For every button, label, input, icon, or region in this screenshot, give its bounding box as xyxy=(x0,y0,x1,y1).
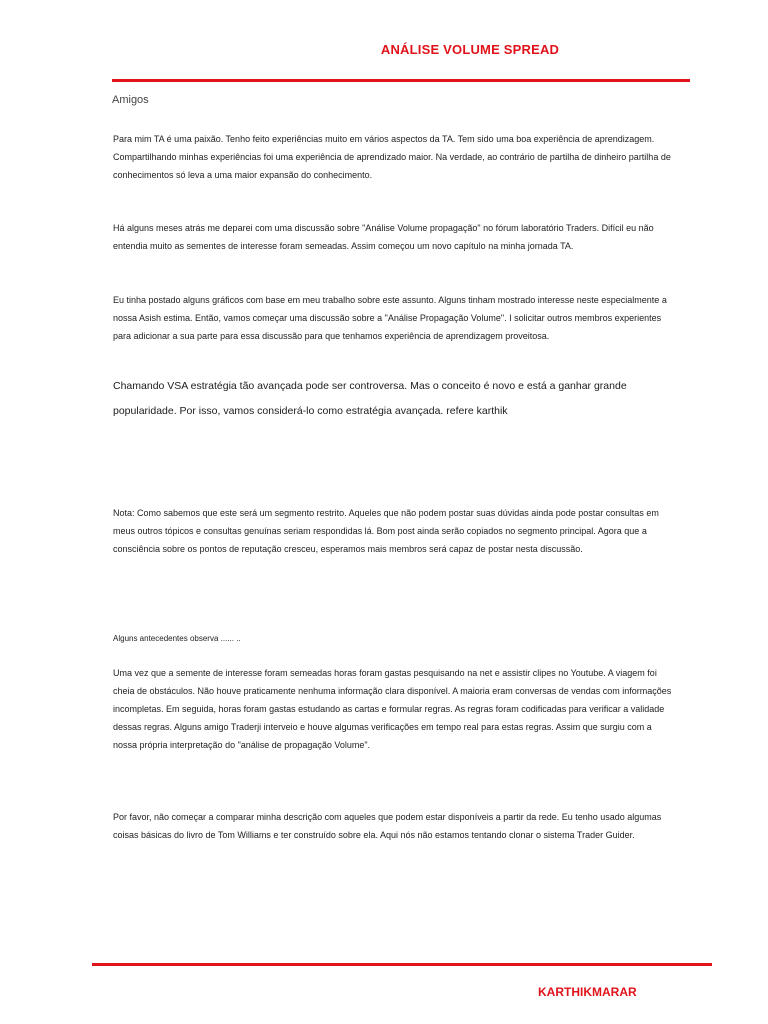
paragraph-8: Por favor, não começar a comparar minha descrição com aqueles que podem estar disponíveis a partir da rede. Eu tenho usado algumas coisas básicas do livro de Tom Williams e ter construído sobre ela. Aqui nós não estamos tentando clonar o sistema Trader Guider. xyxy=(113,812,662,840)
paragraph-3: Eu tinha postado alguns gráficos com base em meu trabalho sobre este assunto. Alguns tinham mostrado interesse neste especialmente a nossa Asish estima. Então, vamos começar uma discussão sobre a "Análise Propagação Volume". I solicitar outros membros experientes para adicionar a sua parte para essa discussão para que tenhamos experiência de aprendizagem proveitosa. xyxy=(113,295,667,341)
greeting: Amigos xyxy=(112,94,149,106)
paragraph-5: Nota: Como sabemos que este será um segmento restrito. Aqueles que não podem postar suas dúvidas ainda pode postar consultas em meus outros tópicos e consultas genuínas seriam respondidas lá. Bom post ainda serão copiados no segmento principal. Agora que a consciência sobre os pontos de reputação cresceu, esperamos mais membros será capaz de postar nesta discussão. xyxy=(113,508,659,554)
paragraph-7: Uma vez que a semente de interesse foram semeadas horas foram gastas pesquisando na net e assistir clipes no Youtube. A viagem foi cheia de obstáculos. Não houve praticamente nenhuma informação clara disponível. A maioria eram conversas de vendas com informações incompletas. Em seguida, horas foram gastas estudando as cartas e formular regras. As regras foram codificadas para verificar a validade dessas regras. Alguns amigo Traderji interveio e houve algumas verificações em tempo real para estas regras. Assim que surgiu com a nossa própria interpretação do "análise de propagação Volume". xyxy=(113,668,672,750)
document-title: ANÁLISE VOLUME SPREAD xyxy=(380,42,560,57)
paragraph-2: Há alguns meses atrás me deparei com uma discussão sobre "Análise Volume propagação" no fórum laboratório Traders. Difícil eu não entendia muito as sementes de interesse foram semeadas. Assim começou um novo capítulo na minha jornada TA. xyxy=(113,223,654,251)
footer-divider xyxy=(92,963,712,966)
footer-author: KARTHIKMARAR xyxy=(538,985,637,999)
paragraph-6: Alguns antecedentes observa ...... .. xyxy=(113,634,241,643)
header-divider xyxy=(112,79,690,82)
paragraph-4: Chamando VSA estratégia tão avançada pode ser controversa. Mas o conceito é novo e está a ganhar grande popularidade. Por isso, vamos considerá-lo como estratégia avançada. refere karthik xyxy=(113,380,627,417)
paragraph-1: Para mim TA é uma paixão. Tenho feito experiências muito em vários aspectos da TA. Tem sido uma boa experiência de aprendizagem. Compartilhando minhas experiências foi uma experiência de aprendizado maior. Na verdade, ao contrário de partilha de dinheiro partilha de conhecimentos só leva a uma maior expansão do conhecimento. xyxy=(113,134,671,180)
